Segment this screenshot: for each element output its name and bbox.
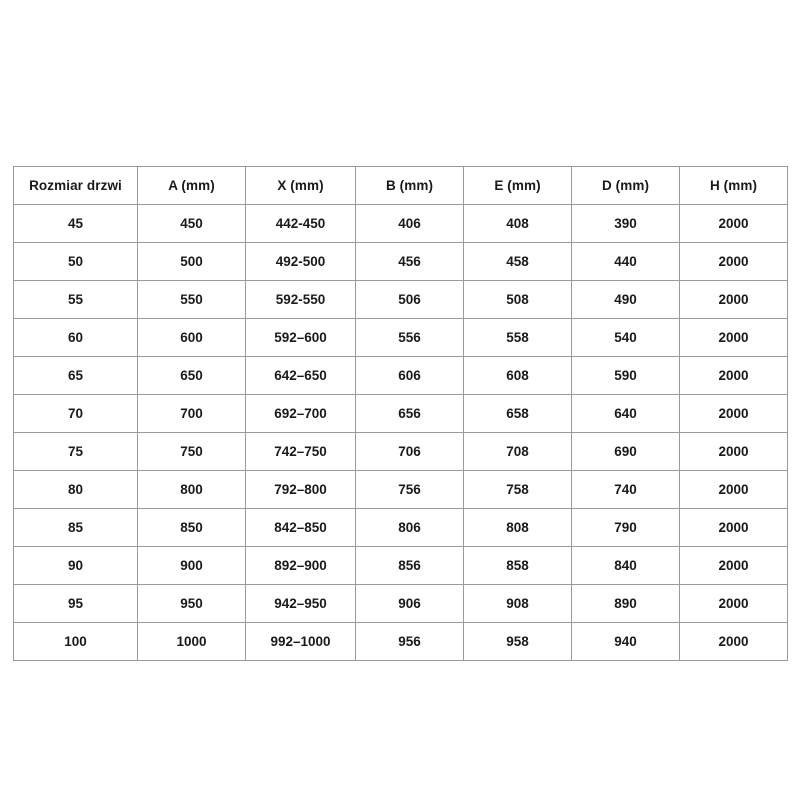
cell-e: 408: [464, 205, 572, 243]
door-size-specification-table: [13, 166, 788, 661]
table-row: [14, 281, 788, 319]
cell-b: 906: [356, 585, 464, 623]
cell-d: 590: [572, 357, 680, 395]
cell-d: 940: [572, 623, 680, 661]
cell-b: 556: [356, 319, 464, 357]
cell-b: 706: [356, 433, 464, 471]
cell-door-size: 55: [14, 281, 138, 319]
table-row: [14, 205, 788, 243]
column-header-h: H (mm): [680, 167, 788, 205]
cell-d: 840: [572, 547, 680, 585]
cell-h: 2000: [680, 471, 788, 509]
cell-door-size: 90: [14, 547, 138, 585]
cell-h: 2000: [680, 319, 788, 357]
cell-a: 950: [138, 585, 246, 623]
cell-d: 440: [572, 243, 680, 281]
cell-door-size: 100: [14, 623, 138, 661]
cell-e: 508: [464, 281, 572, 319]
cell-a: 750: [138, 433, 246, 471]
cell-d: 740: [572, 471, 680, 509]
cell-a: 700: [138, 395, 246, 433]
cell-door-size: 45: [14, 205, 138, 243]
cell-x: 592–600: [246, 319, 356, 357]
cell-a: 800: [138, 471, 246, 509]
cell-a: 1000: [138, 623, 246, 661]
cell-x: 742–750: [246, 433, 356, 471]
cell-b: 856: [356, 547, 464, 585]
cell-h: 2000: [680, 205, 788, 243]
cell-door-size: 65: [14, 357, 138, 395]
cell-h: 2000: [680, 585, 788, 623]
cell-a: 600: [138, 319, 246, 357]
cell-d: 490: [572, 281, 680, 319]
cell-a: 900: [138, 547, 246, 585]
column-header-a: A (mm): [138, 167, 246, 205]
cell-x: 792–800: [246, 471, 356, 509]
column-header-door-size: Rozmiar drzwi: [14, 167, 138, 205]
cell-d: 690: [572, 433, 680, 471]
table-row: [14, 433, 788, 471]
cell-a: 500: [138, 243, 246, 281]
cell-e: 558: [464, 319, 572, 357]
cell-b: 606: [356, 357, 464, 395]
cell-door-size: 80: [14, 471, 138, 509]
cell-x: 492-500: [246, 243, 356, 281]
cell-h: 2000: [680, 509, 788, 547]
table-row: [14, 509, 788, 547]
cell-d: 540: [572, 319, 680, 357]
table-row: [14, 623, 788, 661]
cell-h: 2000: [680, 243, 788, 281]
column-header-e: E (mm): [464, 167, 572, 205]
cell-h: 2000: [680, 433, 788, 471]
cell-x: 692–700: [246, 395, 356, 433]
table-row: [14, 547, 788, 585]
cell-e: 608: [464, 357, 572, 395]
table-header-row: [14, 167, 788, 205]
cell-h: 2000: [680, 623, 788, 661]
cell-e: 808: [464, 509, 572, 547]
table-row: [14, 243, 788, 281]
cell-x: 992–1000: [246, 623, 356, 661]
cell-a: 550: [138, 281, 246, 319]
cell-a: 650: [138, 357, 246, 395]
cell-h: 2000: [680, 357, 788, 395]
cell-e: 458: [464, 243, 572, 281]
cell-e: 958: [464, 623, 572, 661]
table-row: [14, 471, 788, 509]
cell-b: 656: [356, 395, 464, 433]
cell-b: 806: [356, 509, 464, 547]
column-header-b: B (mm): [356, 167, 464, 205]
cell-a: 450: [138, 205, 246, 243]
cell-h: 2000: [680, 281, 788, 319]
cell-e: 658: [464, 395, 572, 433]
cell-door-size: 50: [14, 243, 138, 281]
cell-door-size: 60: [14, 319, 138, 357]
cell-x: 842–850: [246, 509, 356, 547]
cell-door-size: 85: [14, 509, 138, 547]
cell-e: 708: [464, 433, 572, 471]
cell-d: 640: [572, 395, 680, 433]
cell-d: 890: [572, 585, 680, 623]
cell-h: 2000: [680, 547, 788, 585]
table-row: [14, 585, 788, 623]
column-header-x: X (mm): [246, 167, 356, 205]
cell-x: 592-550: [246, 281, 356, 319]
cell-x: 892–900: [246, 547, 356, 585]
cell-e: 858: [464, 547, 572, 585]
cell-h: 2000: [680, 395, 788, 433]
cell-d: 390: [572, 205, 680, 243]
table-row: [14, 395, 788, 433]
column-header-d: D (mm): [572, 167, 680, 205]
cell-door-size: 70: [14, 395, 138, 433]
cell-door-size: 75: [14, 433, 138, 471]
cell-d: 790: [572, 509, 680, 547]
cell-e: 758: [464, 471, 572, 509]
cell-x: 942–950: [246, 585, 356, 623]
cell-b: 506: [356, 281, 464, 319]
table-row: [14, 357, 788, 395]
cell-x: 642–650: [246, 357, 356, 395]
cell-a: 850: [138, 509, 246, 547]
cell-door-size: 95: [14, 585, 138, 623]
cell-b: 406: [356, 205, 464, 243]
cell-e: 908: [464, 585, 572, 623]
table-row: [14, 319, 788, 357]
specification-table-container: [13, 166, 787, 661]
cell-b: 956: [356, 623, 464, 661]
cell-x: 442-450: [246, 205, 356, 243]
cell-b: 756: [356, 471, 464, 509]
cell-b: 456: [356, 243, 464, 281]
